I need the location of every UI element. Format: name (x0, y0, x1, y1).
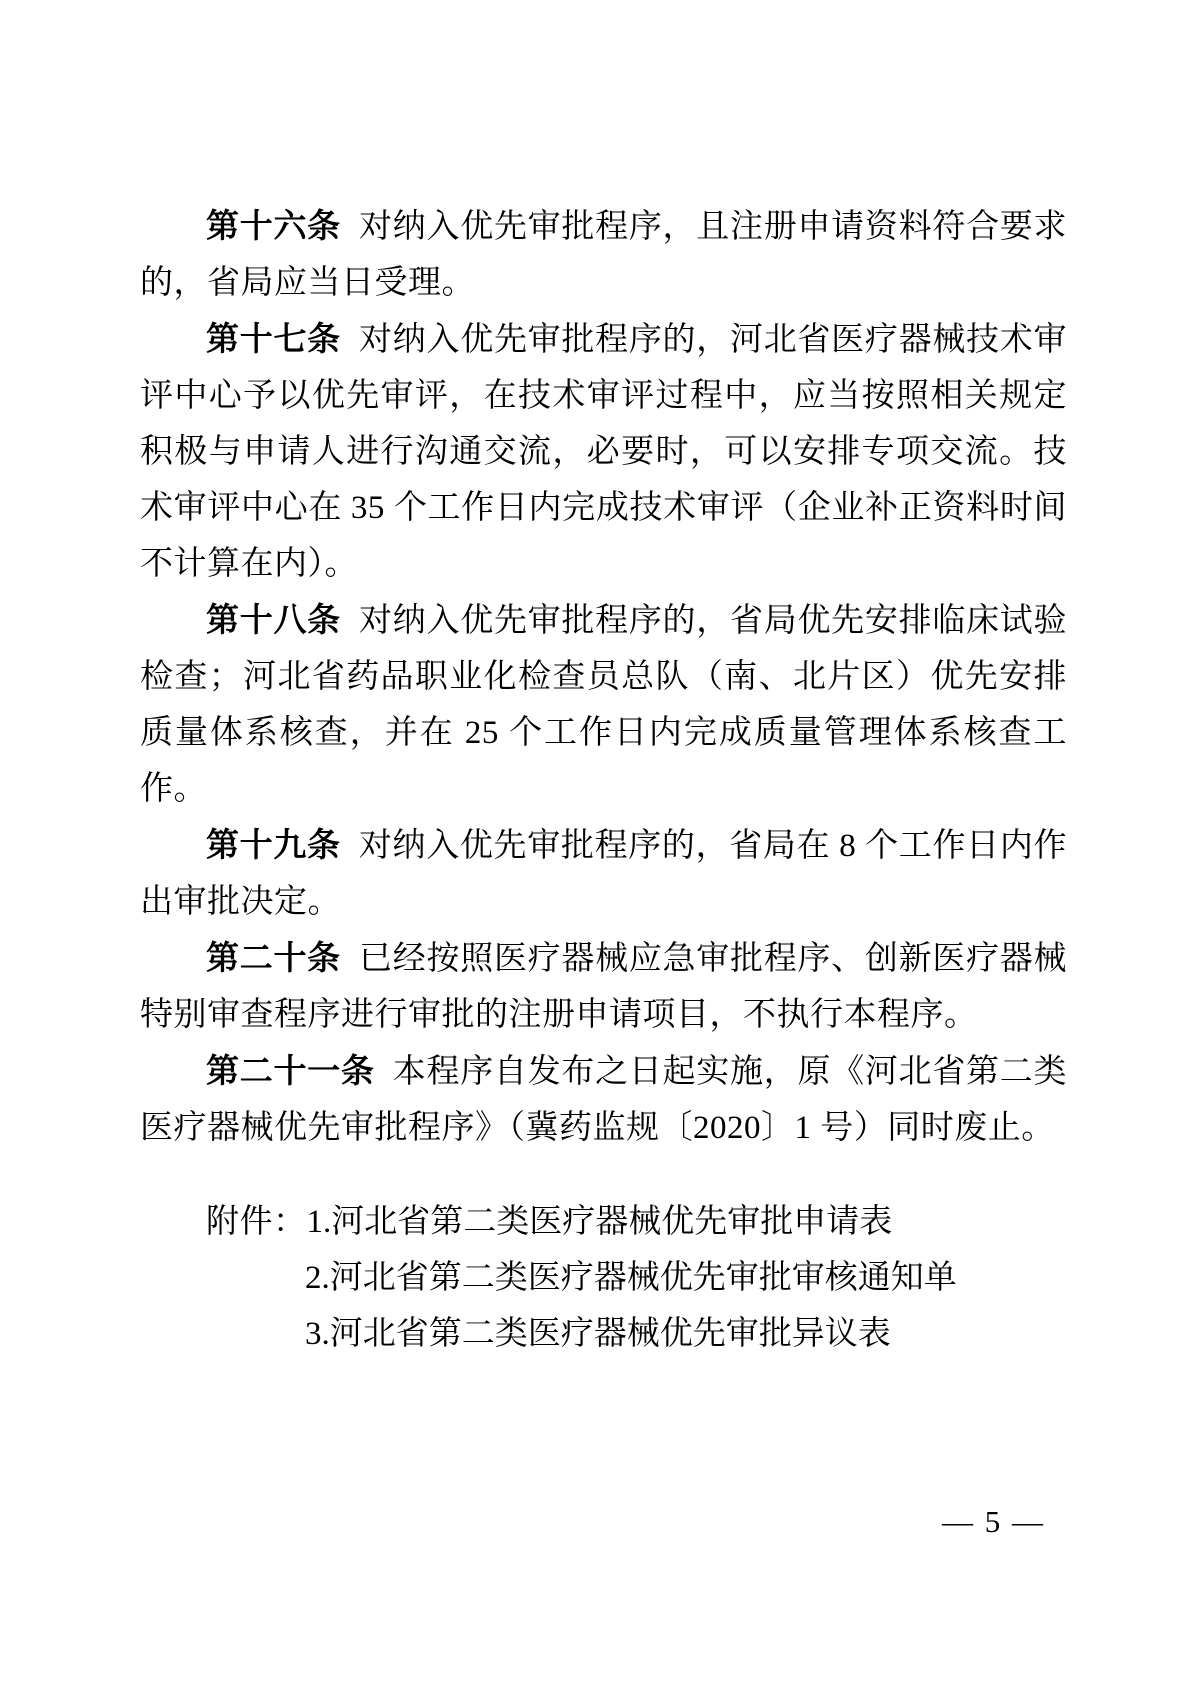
article-16-text: 对纳入优先审批程序，且注册申请资料符合要求的，省局应当日受理。 (140, 209, 1068, 301)
article-17-paragraph (140, 311, 1067, 592)
attachment-line-3 (140, 1306, 1067, 1362)
document-body (140, 198, 1067, 1362)
attachment-item-2: 2.河北省第二类医疗器械优先审批审核通知单 (305, 1260, 957, 1296)
attachment-line-1 (140, 1194, 1067, 1250)
article-19-label: 第十九条 (206, 826, 341, 863)
article-18-text: 对纳入优先审批程序的，省局优先安排临床试验检查；河北省药品职业化检查员总队（南、北片区）优先安排质量体系核查，并在 25 个工作日内完成质量管理体系核查工作。 (140, 603, 1068, 807)
article-21-paragraph (140, 1043, 1067, 1156)
article-20-label: 第二十条 (206, 939, 341, 976)
article-17-text: 对纳入优先审批程序的，河北省医疗器械技术审评中心予以优先审评，在技术审评过程中，应当按照相关规定积极与申请人进行沟通交流，必要时，可以安排专项交流。技术审评中心在 35 个工作日内完成技术审评（企业补正资料时间不计算在内）。 (140, 322, 1068, 582)
article-20-text: 已经按照医疗器械应急审批程序、创新医疗器械特别审查程序进行审批的注册申请项目，不执行本程序。 (140, 941, 1068, 1033)
article-16-label: 第十六条 (206, 207, 341, 244)
attachment-item-3: 3.河北省第二类医疗器械优先审批异议表 (305, 1316, 891, 1352)
attachments-section (140, 1194, 1067, 1362)
article-20-paragraph (140, 930, 1067, 1043)
article-19-text: 对纳入优先审批程序的，省局在 8 个工作日内作出审批决定。 (140, 828, 1068, 920)
attachment-item-1: 1.河北省第二类医疗器械优先审批申请表 (306, 1204, 893, 1240)
attachment-line-2 (140, 1250, 1067, 1306)
article-21-text: 本程序自发布之日起实施，原《河北省第二类医疗器械优先审批程序》（冀药监规〔2020〕1 号）同时废止。 (140, 1054, 1068, 1146)
article-17-label: 第十七条 (206, 320, 341, 357)
article-18-paragraph (140, 592, 1067, 817)
article-16-paragraph (140, 198, 1067, 311)
attachments-label: 附件： (206, 1204, 307, 1240)
page-number: — 5 — (942, 1504, 1045, 1539)
article-19-paragraph (140, 817, 1067, 930)
article-18-label: 第十八条 (206, 601, 341, 638)
article-21-label: 第二十一条 (206, 1052, 375, 1089)
